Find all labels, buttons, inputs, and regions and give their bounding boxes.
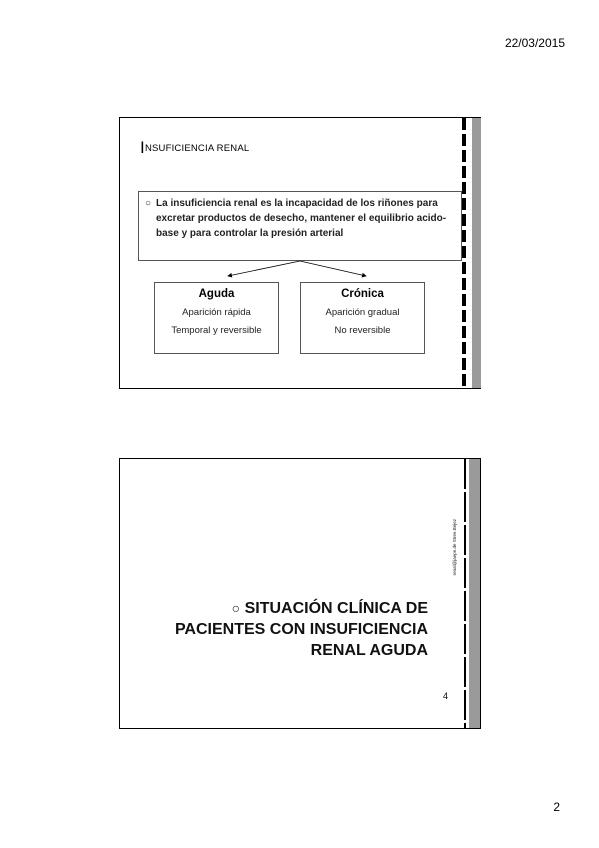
slide-dashed-rail [463,459,467,729]
vertical-footer-text: renal@jaepe.de Stree.Bejez [452,519,457,576]
bullet-icon: ○ [145,198,152,209]
arrow-to-aguda [228,261,300,276]
slide-insuficiencia-renal [119,117,481,389]
type-title: Aguda [198,288,235,300]
title-initial: I [140,138,145,157]
bullet-icon: ○ [231,600,241,616]
page-date: 22/03/2015 [504,36,565,50]
heading-line: SITUACIÓN CLÍNICA DE [244,600,428,617]
type-line: Aparición gradual [325,307,400,318]
type-box-cronica [300,282,425,354]
slide-side-rail [469,459,480,728]
heading-line: PACIENTES CON INSUFICIENCIA [174,621,428,638]
title-rest: NSUFICIENCIA RENAL [144,143,250,154]
type-line: No reversible [334,325,391,336]
type-box-aguda [154,282,279,354]
slide-number: 4 [443,691,449,701]
type-line: Temporal y reversible [171,325,262,336]
type-line: Aparición rápida [182,307,251,318]
heading-line: RENAL AGUDA [310,642,428,659]
slide-situacion-clinica [119,458,481,729]
arrow-to-cronica [300,261,366,276]
type-title: Crónica [341,288,384,300]
definition-text: La insuficiencia renal es la incapacidad de los riñones para excretar productos de desecho, mantener el equilibrio acido-base y para controlar la presión arterial [156,198,447,239]
page-number: 2 [553,800,560,814]
slide-heading [128,598,428,661]
